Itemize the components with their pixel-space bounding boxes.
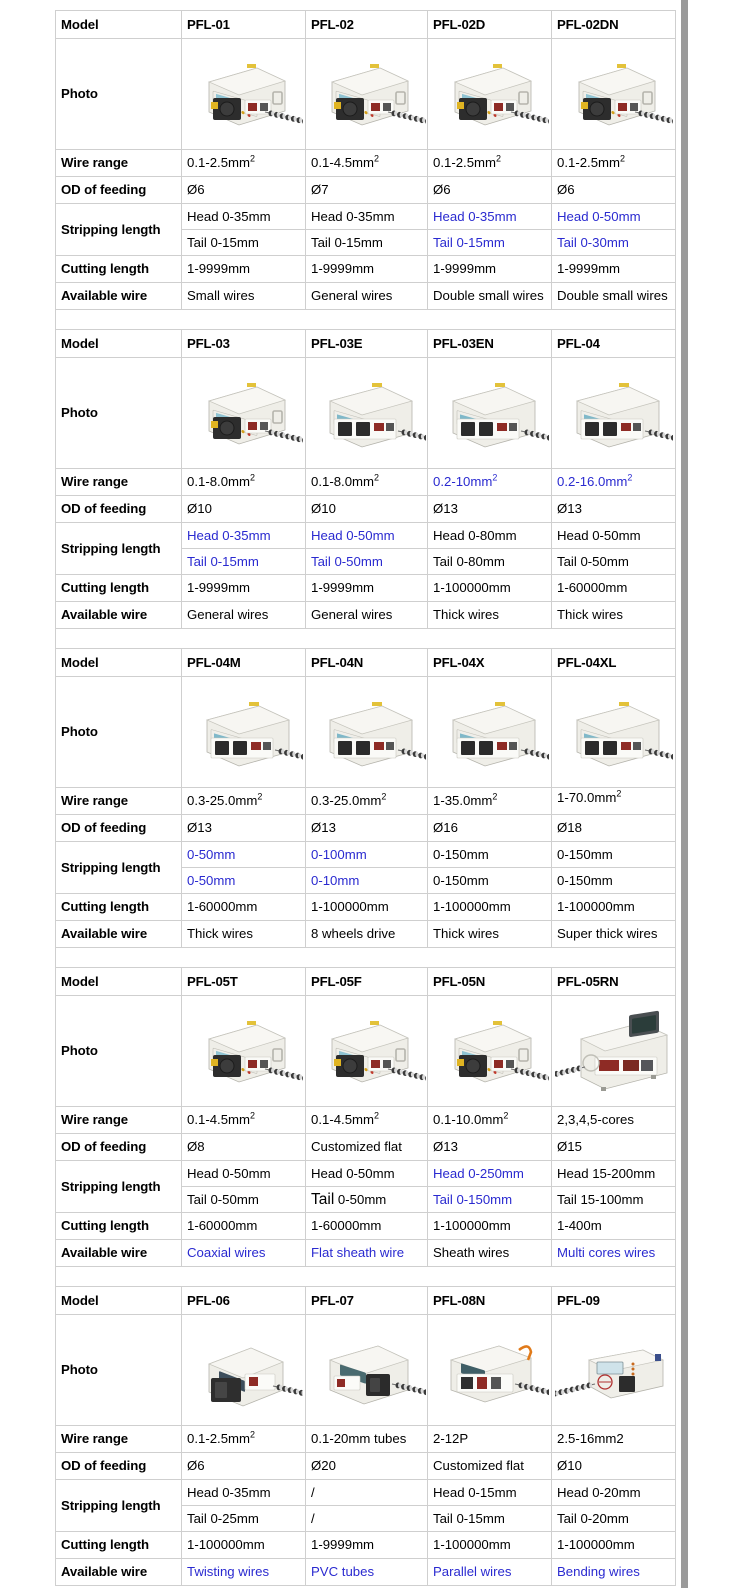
machine-pfl-04xl [552,677,675,787]
photo-cell-pfl-05t [182,996,306,1107]
od-feeding-row [56,1134,676,1161]
photo-cell-pfl-09 [552,1315,676,1426]
od-feeding-row [56,496,676,523]
available-wire-value-pfl-01: Small wires [182,283,306,310]
model-name-pfl-04: PFL-04 [552,330,676,358]
row-label-stripping-length: Stripping length [56,1161,182,1213]
stripping-tail-value-pfl-06: Tail 0-25mm [182,1506,306,1532]
od-feeding-value-pfl-04xl: Ø18 [552,815,676,842]
cutting-length-value-pfl-08n: 1-100000mm [428,1532,552,1559]
cutting-length-value-pfl-04: 1-60000mm [552,575,676,602]
model-row [56,11,676,39]
model-name-pfl-02d: PFL-02D [428,11,552,39]
block-spacer-row [56,310,676,330]
available-wire-row [56,283,676,310]
machine-pfl-02 [306,39,427,149]
stripping-tail-value-pfl-05rn: Tail 15-100mm [552,1187,676,1213]
stripping-head-value-pfl-05rn: Head 15-200mm [552,1161,676,1187]
photo-row [56,1315,676,1426]
wire-range-value-pfl-06: $0.1-2.5mm^2$ [182,1426,306,1453]
wire-range-value-pfl-03: $0.1-8.0mm^2$ [182,469,306,496]
available-wire-value-pfl-05f: Flat sheath wire [306,1240,428,1267]
model-name-pfl-02dn: PFL-02DN [552,11,676,39]
cutting-length-row [56,1213,676,1240]
od-feeding-value-pfl-07: Ø20 [306,1453,428,1480]
stripping-head-value-pfl-04n: 0-100mm [306,842,428,868]
model-name-pfl-09: PFL-09 [552,1287,676,1315]
available-wire-value-pfl-04xl: Super thick wires [552,921,676,948]
stripping-head-row [56,842,676,868]
available-wire-value-pfl-02: General wires [306,283,428,310]
photo-cell-pfl-01 [182,39,306,150]
row-label-available-wire: Available wire [56,602,182,629]
available-wire-row [56,921,676,948]
row-label-model: Model [56,1287,182,1315]
model-name-pfl-05f: PFL-05F [306,968,428,996]
cutting-length-value-pfl-04x: 1-100000mm [428,894,552,921]
od-feeding-value-pfl-02d: Ø6 [428,177,552,204]
model-row [56,968,676,996]
od-feeding-value-pfl-06: Ø6 [182,1453,306,1480]
od-feeding-value-pfl-08n: Customized flat [428,1453,552,1480]
stripping-head-row [56,204,676,230]
wire-range-value-pfl-05n: $0.1-10.0mm^2$ [428,1107,552,1134]
row-label-cutting-length: Cutting length [56,894,182,921]
machine-pfl-07 [306,1315,427,1425]
row-label-photo: Photo [56,996,182,1107]
machine-pfl-04 [552,358,675,468]
row-label-od-feeding: OD of feeding [56,815,182,842]
spacer-cell [56,1267,676,1287]
model-name-pfl-07: PFL-07 [306,1287,428,1315]
model-name-pfl-01: PFL-01 [182,11,306,39]
page-edge-rule [681,0,688,1588]
od-feeding-row [56,177,676,204]
photo-cell-pfl-07 [306,1315,428,1426]
photo-cell-pfl-03e [306,358,428,469]
od-feeding-value-pfl-05rn: Ø15 [552,1134,676,1161]
spec-tables-container [55,10,675,1586]
available-wire-value-pfl-09: Bending wires [552,1559,676,1586]
od-feeding-value-pfl-03e: Ø10 [306,496,428,523]
stripping-tail-value-pfl-04x: 0-150mm [428,868,552,894]
wire-range-value-pfl-03e: $0.1-8.0mm^2$ [306,469,428,496]
cutting-length-value-pfl-04xl: 1-100000mm [552,894,676,921]
stripping-head-value-pfl-05f: Head 0-50mm [306,1161,428,1187]
od-feeding-value-pfl-04x: Ø16 [428,815,552,842]
row-label-od-feeding: OD of feeding [56,1134,182,1161]
wire-range-value-pfl-01: $0.1-2.5mm^2$ [182,150,306,177]
machine-pfl-08n [428,1315,551,1425]
stripping-tail-value-pfl-04: Tail 0-50mm [552,549,676,575]
cutting-length-value-pfl-04n: 1-100000mm [306,894,428,921]
photo-row [56,358,676,469]
od-feeding-value-pfl-05n: Ø13 [428,1134,552,1161]
machine-pfl-02d [428,39,551,149]
photo-cell-pfl-03 [182,358,306,469]
cutting-length-row [56,894,676,921]
model-name-pfl-02: PFL-02 [306,11,428,39]
model-row [56,649,676,677]
available-wire-value-pfl-07: PVC tubes [306,1559,428,1586]
available-wire-value-pfl-04m: Thick wires [182,921,306,948]
cutting-length-value-pfl-05t: 1-60000mm [182,1213,306,1240]
od-feeding-value-pfl-02dn: Ø6 [552,177,676,204]
row-label-wire-range: Wire range [56,1107,182,1134]
stripping-head-value-pfl-05t: Head 0-50mm [182,1161,306,1187]
photo-cell-pfl-05rn [552,996,676,1107]
row-label-cutting-length: Cutting length [56,1213,182,1240]
row-label-stripping-length: Stripping length [56,204,182,256]
row-label-available-wire: Available wire [56,283,182,310]
od-feeding-value-pfl-04: Ø13 [552,496,676,523]
available-wire-row [56,1240,676,1267]
row-label-stripping-length: Stripping length [56,842,182,894]
stripping-tail-value-pfl-04xl: 0-150mm [552,868,676,894]
cutting-length-value-pfl-02dn: 1-9999mm [552,256,676,283]
model-name-pfl-04x: PFL-04X [428,649,552,677]
machine-pfl-04x [428,677,551,787]
wire-range-row [56,1426,676,1453]
cutting-length-value-pfl-03: 1-9999mm [182,575,306,602]
cutting-length-value-pfl-05f: 1-60000mm [306,1213,428,1240]
stripping-tail-value-pfl-02d: Tail 0-15mm [428,230,552,256]
model-row [56,1287,676,1315]
stripping-tail-value-pfl-04n: 0-10mm [306,868,428,894]
stripping-tail-value-pfl-04m: 0-50mm [182,868,306,894]
available-wire-value-pfl-03en: Thick wires [428,602,552,629]
available-wire-value-pfl-05n: Sheath wires [428,1240,552,1267]
stripping-tail-value-pfl-05f: Tail 0-50mm [306,1187,428,1213]
od-feeding-row [56,815,676,842]
stripping-head-value-pfl-07: / [306,1480,428,1506]
stripping-tail-value-pfl-03en: Tail 0-80mm [428,549,552,575]
wire-range-value-pfl-02dn: $0.1-2.5mm^2$ [552,150,676,177]
stripping-tail-value-pfl-08n: Tail 0-15mm [428,1506,552,1532]
model-name-pfl-03: PFL-03 [182,330,306,358]
stripping-tail-value-pfl-09: Tail 0-20mm [552,1506,676,1532]
machine-pfl-05rn [552,996,675,1106]
od-feeding-value-pfl-04m: Ø13 [182,815,306,842]
cutting-length-value-pfl-05n: 1-100000mm [428,1213,552,1240]
photo-cell-pfl-02d [428,39,552,150]
od-feeding-value-pfl-04n: Ø13 [306,815,428,842]
machine-pfl-03 [182,358,305,468]
machine-pfl-04m [182,677,305,787]
photo-cell-pfl-02dn [552,39,676,150]
wire-range-row [56,788,676,815]
row-label-model: Model [56,11,182,39]
row-label-wire-range: Wire range [56,1426,182,1453]
row-label-cutting-length: Cutting length [56,1532,182,1559]
model-name-pfl-04n: PFL-04N [306,649,428,677]
cutting-length-row [56,256,676,283]
stripping-head-value-pfl-04: Head 0-50mm [552,523,676,549]
photo-cell-pfl-03en [428,358,552,469]
machine-pfl-03e [306,358,427,468]
stripping-tail-value-pfl-02: Tail 0-15mm [306,230,428,256]
stripping-head-value-pfl-04m: 0-50mm [182,842,306,868]
photo-cell-pfl-04 [552,358,676,469]
available-wire-value-pfl-03: General wires [182,602,306,629]
row-label-od-feeding: OD of feeding [56,177,182,204]
stripping-head-value-pfl-01: Head 0-35mm [182,204,306,230]
model-row [56,330,676,358]
available-wire-value-pfl-05rn: Multi cores wires [552,1240,676,1267]
model-name-pfl-03en: PFL-03EN [428,330,552,358]
row-label-available-wire: Available wire [56,1559,182,1586]
available-wire-value-pfl-04n: 8 wheels drive [306,921,428,948]
wire-range-row [56,1107,676,1134]
available-wire-value-pfl-05t: Coaxial wires [182,1240,306,1267]
model-name-pfl-05rn: PFL-05RN [552,968,676,996]
available-wire-value-pfl-03e: General wires [306,602,428,629]
wire-range-value-pfl-02: $0.1-4.5mm^2$ [306,150,428,177]
photo-row [56,677,676,788]
stripping-head-value-pfl-03e: Head 0-50mm [306,523,428,549]
row-label-od-feeding: OD of feeding [56,1453,182,1480]
wire-range-value-pfl-04: $0.2-16.0mm^2$ [552,469,676,496]
wire-range-value-pfl-02d: $0.1-2.5mm^2$ [428,150,552,177]
od-feeding-value-pfl-05f: Customized flat [306,1134,428,1161]
photo-cell-pfl-08n [428,1315,552,1426]
cutting-length-value-pfl-02d: 1-9999mm [428,256,552,283]
row-label-wire-range: Wire range [56,788,182,815]
stripping-head-row [56,1480,676,1506]
spacer-cell [56,948,676,968]
photo-cell-pfl-04n [306,677,428,788]
row-label-wire-range: Wire range [56,469,182,496]
stripping-head-row [56,1161,676,1187]
row-label-photo: Photo [56,677,182,788]
cutting-length-value-pfl-02: 1-9999mm [306,256,428,283]
stripping-tail-value-pfl-03e: Tail 0-50mm [306,549,428,575]
row-label-model: Model [56,330,182,358]
photo-row [56,39,676,150]
machine-pfl-02dn [552,39,675,149]
od-feeding-value-pfl-09: Ø10 [552,1453,676,1480]
od-feeding-value-pfl-02: Ø7 [306,177,428,204]
machine-pfl-01 [182,39,305,149]
row-label-photo: Photo [56,358,182,469]
stripping-head-value-pfl-05n: Head 0-250mm [428,1161,552,1187]
product-spec-table [55,10,676,1586]
photo-cell-pfl-04xl [552,677,676,788]
wire-range-value-pfl-04xl: $1-70.0mm^2$ [552,788,676,815]
stripping-tail-value-pfl-05n: Tail 0-150mm [428,1187,552,1213]
cutting-length-value-pfl-01: 1-9999mm [182,256,306,283]
wire-range-value-pfl-05f: $0.1-4.5mm^2$ [306,1107,428,1134]
available-wire-value-pfl-06: Twisting wires [182,1559,306,1586]
cutting-length-value-pfl-07: 1-9999mm [306,1532,428,1559]
wire-range-value-pfl-07: 0.1-20mm tubes [306,1426,428,1453]
cutting-length-row [56,1532,676,1559]
block-spacer-row [56,948,676,968]
wire-range-row [56,469,676,496]
row-label-od-feeding: OD of feeding [56,496,182,523]
stripping-tail-value-pfl-02dn: Tail 0-30mm [552,230,676,256]
stripping-tail-value-pfl-07: / [306,1506,428,1532]
stripping-head-value-pfl-02dn: Head 0-50mm [552,204,676,230]
machine-pfl-09 [552,1315,675,1425]
wire-range-row [56,150,676,177]
wire-range-value-pfl-04n: $0.3-25.0mm^2$ [306,788,428,815]
machine-pfl-03en [428,358,551,468]
model-name-pfl-05n: PFL-05N [428,968,552,996]
model-name-pfl-04xl: PFL-04XL [552,649,676,677]
od-feeding-row [56,1453,676,1480]
stripping-head-value-pfl-08n: Head 0-15mm [428,1480,552,1506]
stripping-head-value-pfl-03: Head 0-35mm [182,523,306,549]
cutting-length-value-pfl-03e: 1-9999mm [306,575,428,602]
wire-range-value-pfl-05t: $0.1-4.5mm^2$ [182,1107,306,1134]
cutting-length-value-pfl-04m: 1-60000mm [182,894,306,921]
machine-pfl-04n [306,677,427,787]
row-label-model: Model [56,649,182,677]
stripping-tail-value-pfl-03: Tail 0-15mm [182,549,306,575]
model-name-pfl-05t: PFL-05T [182,968,306,996]
od-feeding-value-pfl-03en: Ø13 [428,496,552,523]
machine-pfl-05n [428,996,551,1106]
stripping-head-value-pfl-02d: Head 0-35mm [428,204,552,230]
photo-cell-pfl-06 [182,1315,306,1426]
photo-cell-pfl-04x [428,677,552,788]
wire-range-value-pfl-09: 2.5-16mm2 [552,1426,676,1453]
row-label-cutting-length: Cutting length [56,256,182,283]
available-wire-value-pfl-04x: Thick wires [428,921,552,948]
photo-cell-pfl-04m [182,677,306,788]
machine-pfl-05f [306,996,427,1106]
wire-range-value-pfl-04x: $1-35.0mm^2$ [428,788,552,815]
cutting-length-value-pfl-06: 1-100000mm [182,1532,306,1559]
photo-row [56,996,676,1107]
spacer-cell [56,310,676,330]
row-label-cutting-length: Cutting length [56,575,182,602]
wire-range-value-pfl-03en: $0.2-10mm^2$ [428,469,552,496]
machine-pfl-06 [182,1315,305,1425]
available-wire-value-pfl-08n: Parallel wires [428,1559,552,1586]
wire-range-value-pfl-04m: $0.3-25.0mm^2$ [182,788,306,815]
row-label-photo: Photo [56,1315,182,1426]
model-name-pfl-03e: PFL-03E [306,330,428,358]
row-label-stripping-length: Stripping length [56,1480,182,1532]
row-label-wire-range: Wire range [56,150,182,177]
stripping-tail-value-pfl-01: Tail 0-15mm [182,230,306,256]
stripping-head-value-pfl-09: Head 0-20mm [552,1480,676,1506]
photo-cell-pfl-05n [428,996,552,1107]
od-feeding-value-pfl-01: Ø6 [182,177,306,204]
cutting-length-value-pfl-09: 1-100000mm [552,1532,676,1559]
photo-cell-pfl-05f [306,996,428,1107]
cutting-length-row [56,575,676,602]
wire-range-value-pfl-05rn: 2,3,4,5-cores [552,1107,676,1134]
model-name-pfl-08n: PFL-08N [428,1287,552,1315]
available-wire-row [56,602,676,629]
od-feeding-value-pfl-05t: Ø8 [182,1134,306,1161]
block-spacer-row [56,1267,676,1287]
cutting-length-value-pfl-03en: 1-100000mm [428,575,552,602]
stripping-head-row [56,523,676,549]
od-feeding-value-pfl-03: Ø10 [182,496,306,523]
stripping-head-value-pfl-02: Head 0-35mm [306,204,428,230]
row-label-model: Model [56,968,182,996]
row-label-photo: Photo [56,39,182,150]
spacer-cell [56,629,676,649]
row-label-available-wire: Available wire [56,1240,182,1267]
model-name-pfl-06: PFL-06 [182,1287,306,1315]
stripping-head-value-pfl-04x: 0-150mm [428,842,552,868]
wire-range-value-pfl-08n: 2-12P [428,1426,552,1453]
available-wire-value-pfl-02dn: Double small wires [552,283,676,310]
stripping-head-value-pfl-03en: Head 0-80mm [428,523,552,549]
stripping-head-value-pfl-06: Head 0-35mm [182,1480,306,1506]
available-wire-row [56,1559,676,1586]
cutting-length-value-pfl-05rn: 1-400m [552,1213,676,1240]
stripping-head-value-pfl-04xl: 0-150mm [552,842,676,868]
row-label-stripping-length: Stripping length [56,523,182,575]
model-name-pfl-04m: PFL-04M [182,649,306,677]
available-wire-value-pfl-04: Thick wires [552,602,676,629]
row-label-available-wire: Available wire [56,921,182,948]
photo-cell-pfl-02 [306,39,428,150]
machine-pfl-05t [182,996,305,1106]
block-spacer-row [56,629,676,649]
available-wire-value-pfl-02d: Double small wires [428,283,552,310]
stripping-tail-value-pfl-05t: Tail 0-50mm [182,1187,306,1213]
